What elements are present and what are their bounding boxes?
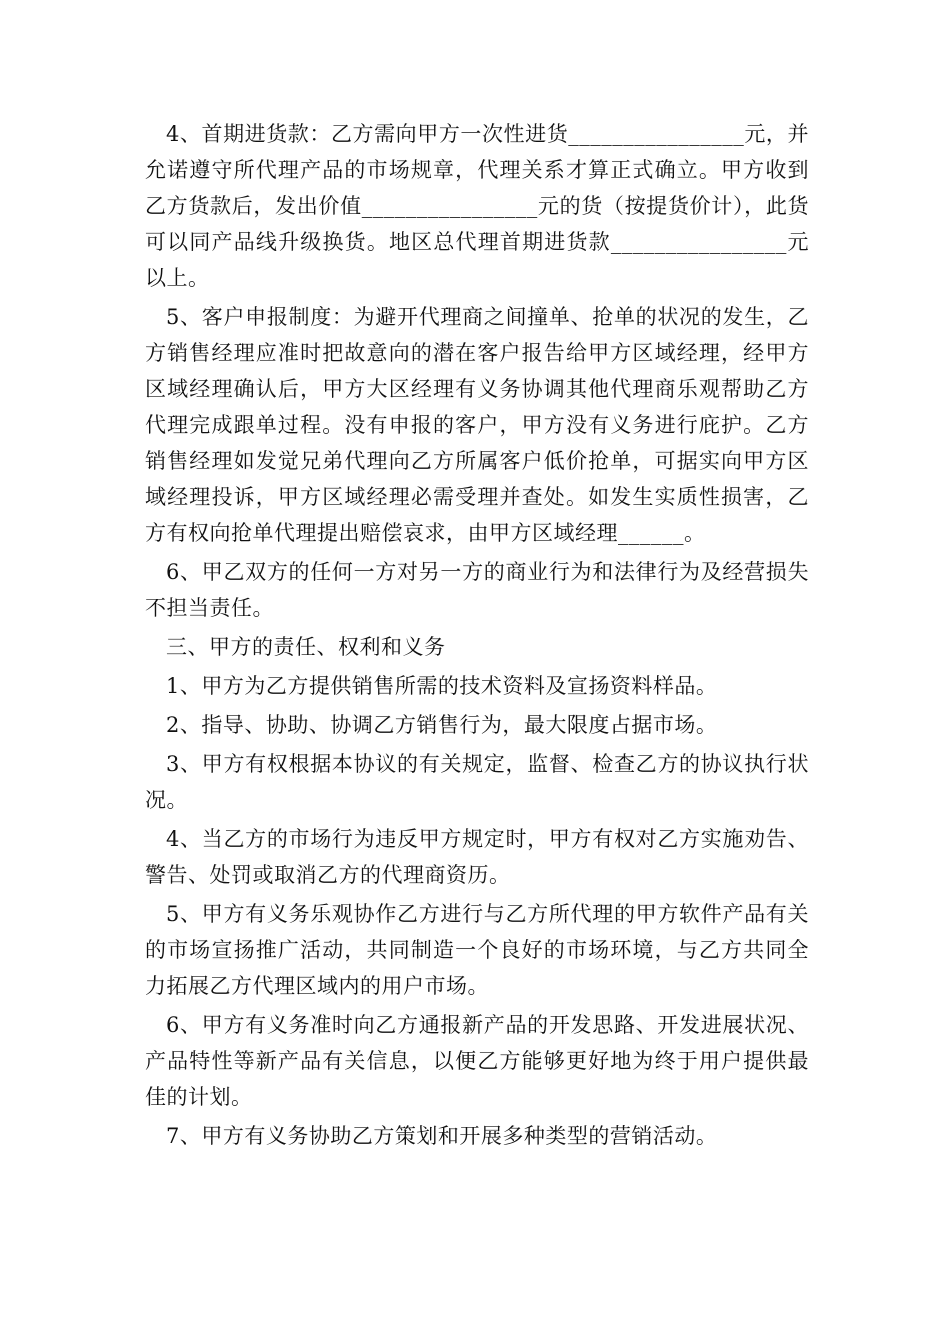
section-heading-party-a: 三、甲方的责任、权利和义务 xyxy=(166,635,446,659)
document-page xyxy=(145,116,809,1154)
paragraph-customer-reporting: 5、客户申报制度：为避开代理商之间撞单、抢单的状况的发生，乙方销售经理应准时把故意向的潜在客户报告给甲方区域经理，经甲方区域经理确认后，甲方大区经理有义务协调其他代理商乐观帮助乙方代理完成跟单过程。没有申报的客户，甲方没有义务进行庇护。乙方销售经理如发觉兄弟代理向乙方所属客户低价抢单，可据实向甲方区域经理投诉，甲方区域经理必需受理并查处。如发生实质性损害，乙方有权向抢单代理提出赔偿哀求，由甲方区域经理______。 xyxy=(145,305,809,545)
paragraph-item-5: 5、甲方有义务乐观协作乙方进行与乙方所代理的甲方软件产品有关的市场宣扬推广活动，共同制造一个良好的市场环境，与乙方共同全力拓展乙方代理区域内的用户市场。 xyxy=(145,902,809,998)
paragraph-item-3: 3、甲方有权根据本协议的有关规定，监督、检查乙方的协议执行状况。 xyxy=(145,752,809,812)
paragraph-item-1: 1、甲方为乙方提供销售所需的技术资料及宣扬资料样品。 xyxy=(166,674,718,698)
paragraph-item-4: 4、当乙方的市场行为违反甲方规定时，甲方有权对乙方实施劝告、警告、处罚或取消乙方的代理商资历。 xyxy=(145,827,809,887)
paragraph-item-6: 6、甲方有义务准时向乙方通报新产品的开发思路、开发进展状况、产品特性等新产品有关信息，以便乙方能够更好地为终于用户提供最佳的计划。 xyxy=(145,1013,809,1109)
paragraph-item-2: 2、指导、协助、协调乙方销售行为，最大限度占据市场。 xyxy=(166,713,718,737)
paragraph-down-payment: 4、首期进货款：乙方需向甲方一次性进货________________元，并允诺遵守所代理产品的市场规章，代理关系才算正式确立。甲方收到乙方货款后，发出价值________________元的货（按提货价计），此货可以同产品线升级换货。地区总代理首期进货款________________元以上。 xyxy=(145,122,809,290)
paragraph-liability: 6、甲乙双方的任何一方对另一方的商业行为和法律行为及经营损失不担当责任。 xyxy=(145,560,809,620)
paragraph-item-7: 7、甲方有义务协助乙方策划和开展多种类型的营销活动。 xyxy=(166,1124,718,1148)
